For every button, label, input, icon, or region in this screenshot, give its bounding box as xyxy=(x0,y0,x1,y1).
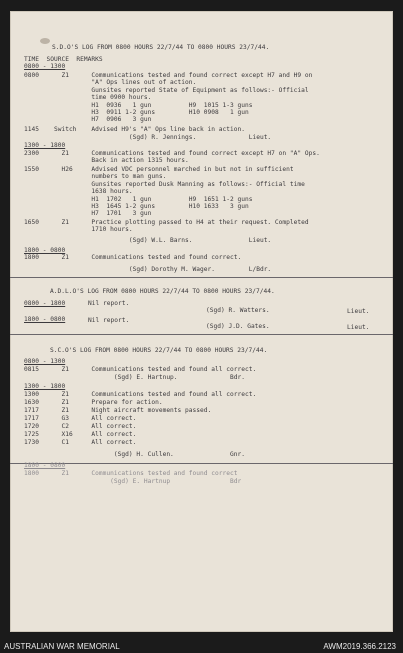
s1-period-a: 0800 - 1300 xyxy=(24,63,66,70)
s1-line: numbers to man guns. xyxy=(24,173,167,180)
s2-heading: A.D.L.O'S LOG FROM 0800 HOURS 22/7/44 TO 0800 HOURS 23/7/44. xyxy=(50,288,275,295)
s1-line: (Sgd) Dorothy M. Wager. L/Bdr. xyxy=(24,266,272,273)
s3-line: (Sgd) E. Hartnup. Bdr. xyxy=(24,374,245,381)
s1-line: H3 1645 1-2 guns H10 1633 3 gun xyxy=(24,203,249,210)
s1-line: Gunsites reported State of Equipment as follows:- Official xyxy=(24,87,309,94)
s1-line: H3 0911 1-2 guns H10 0908 1 gun xyxy=(24,109,249,116)
s3-faint-line: (Sgd) E. Hartnup Bdr xyxy=(24,478,242,485)
section-divider xyxy=(10,463,393,464)
s1-heading: S.D.O'S LOG FROM 0800 HOURS 22/7/44 TO 0800 HOURS 23/7/44. xyxy=(52,44,270,51)
s1-line: (Sgd) W.L. Barns. Lieut. xyxy=(24,237,272,244)
s1-line: 1145 Switch Advised H9's "A" Ops line back in action. xyxy=(24,126,245,133)
s1-period-c: 1800 - 0800 xyxy=(24,247,66,254)
section-divider xyxy=(10,334,393,335)
punch-hole xyxy=(40,38,50,44)
s3-line: 1720 C2 All correct. xyxy=(24,423,137,430)
s3-line: 0815 Z1 Communications tested and found all correct. xyxy=(24,366,257,373)
s1-line: H7 0906 3 gun xyxy=(24,116,152,123)
s1-line: 2300 Z1 Communications tested and found correct except H7 on "A" Ops. xyxy=(24,150,320,157)
s3-line: (Sgd) H. Cullen. Gnr. xyxy=(24,451,245,458)
s2-text-1: Nil report. xyxy=(88,300,130,307)
s3-line: 1630 Z1 Prepare for action. xyxy=(24,399,163,406)
s1-line: (Sgd) R. Jennings. Lieut. xyxy=(24,134,272,141)
s3-period-b: 1300 - 1800 xyxy=(24,383,66,390)
s3-faint-line: 1800 Z1 Communications tested and found correct xyxy=(24,470,238,477)
s1-period-b: 1300 - 1800 xyxy=(24,142,66,149)
s3-heading: S.C.O'S LOG FROM 0800 HOURS 22/7/44 TO 0800 HOURS 23/7/44. xyxy=(50,347,268,354)
s3-line: 1300 Z1 Communications tested and found all correct. xyxy=(24,391,257,398)
s1-column-headers: TIME SOURCE REMARKS xyxy=(24,56,103,63)
s1-line: 1710 hours. xyxy=(24,226,133,233)
s1-line: Gunsites reported Dusk Manning as follows:- Official time xyxy=(24,181,305,188)
s1-line: 1550 H26 Advised VDC personnel marched in but not in sufficient xyxy=(24,166,294,173)
footer-accession-number: AWM2019.366.2123 xyxy=(323,642,396,651)
s2-rank-1: Lieut. xyxy=(347,308,370,315)
s2-signature-1: (Sgd) R. Watters. xyxy=(206,307,270,314)
s1-line: "A" Ops lines out of action. xyxy=(24,79,197,86)
s2-rank-2: Lieut. xyxy=(347,324,370,331)
footer-credit: AUSTRALIAN WAR MEMORIAL xyxy=(4,642,120,651)
s2-period-2: 1800 - 0800 xyxy=(24,316,66,323)
s1-line: H1 1702 1 gun H9 1651 1-2 guns xyxy=(24,196,253,203)
s1-line: time 0900 hours. xyxy=(24,94,152,101)
s2-text-2: Nil report. xyxy=(88,317,130,324)
section-divider xyxy=(10,277,393,278)
s3-line: 1725 X16 All correct. xyxy=(24,431,137,438)
s1-line: 1650 Z1 Practice plotting passed to H4 at their request. Completed xyxy=(24,219,309,226)
document-page xyxy=(10,11,393,632)
s1-line: 0800 Z1 Communications tested and found correct except H7 and H9 on xyxy=(24,72,313,79)
s1-line: H7 1701 3 gun xyxy=(24,210,152,217)
s3-line: 1730 C1 All correct. xyxy=(24,439,137,446)
s1-line: 1800 Z1 Communications tested and found correct. xyxy=(24,254,242,261)
s3-line: 1717 G3 All correct. xyxy=(24,415,137,422)
footer-bar xyxy=(0,638,403,653)
s3-period-a: 0800 - 1300 xyxy=(24,358,66,365)
s1-line: 1638 hours. xyxy=(24,188,133,195)
s1-line: Back in action 1315 hours. xyxy=(24,157,189,164)
s2-signature-2: (Sgd) J.D. Gates. xyxy=(206,323,270,330)
s3-period-c: 1800 - 0800 xyxy=(24,462,66,469)
s3-line: 1717 Z1 Night aircraft movements passed. xyxy=(24,407,212,414)
s2-period-1: 0800 - 1800 xyxy=(24,300,66,307)
s1-line: H1 0936 1 gun H9 1015 1-3 guns xyxy=(24,102,253,109)
